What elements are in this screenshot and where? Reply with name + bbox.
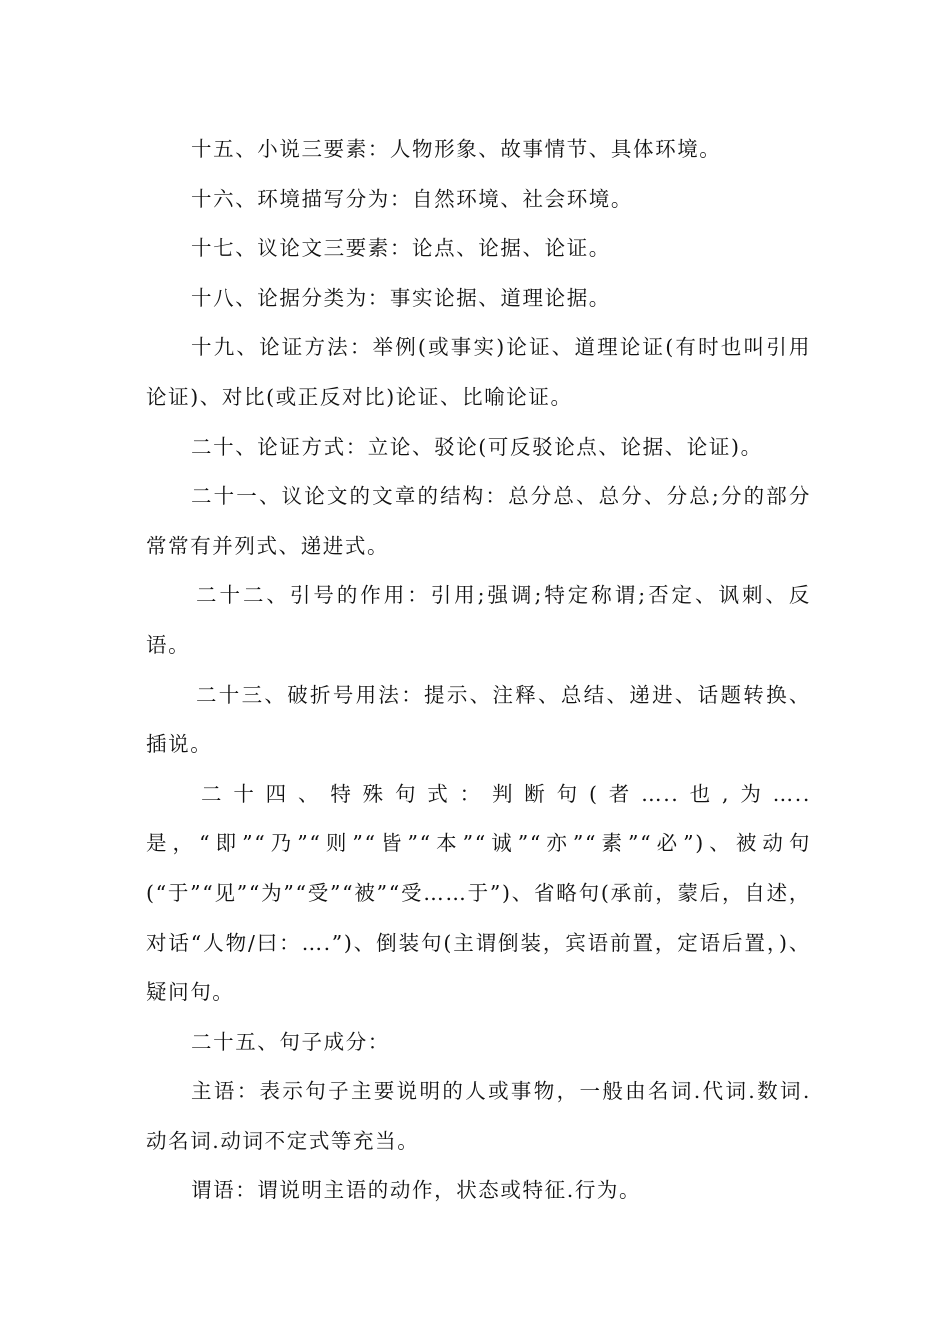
paragraph-19: 十九、论证方法：举例(或事实)论证、道理论证(有时也叫引用论证)、对比(或正反对比)论证、比喻论证。 — [146, 335, 811, 409]
document-body — [146, 125, 811, 1216]
paragraph-18: 十八、论据分类为：事实论据、道理论据。 — [191, 285, 611, 310]
paragraph-16: 十六、环境描写分为：自然环境、社会环境。 — [191, 186, 633, 211]
paragraph-subject: 主语：表示句子主要说明的人或事物，一般由名词.代词.数词.动名词.动词不定式等充当。 — [146, 1079, 811, 1153]
paragraph-predicate: 谓语：谓说明主语的动作，状态或特征.行为。 — [191, 1178, 642, 1203]
paragraph-24: 二十四、特殊句式：判断句(者…..也,为…..是，“即”“乃”“则”“皆”“本”“诚”“亦”“素”“必”)、被动句(“于”“见”“为”“受”“被”“受……于”)、省略句(承前，蒙后，自述，对话“人物/曰：….”)、倒装句(主谓倒装，宾语前置，定语后置，)、疑问句。 — [146, 781, 811, 1005]
paragraph-15: 十五、小说三要素：人物形象、故事情节、具体环境。 — [191, 137, 722, 161]
paragraph-17: 十七、议论文三要素：论点、论据、论证。 — [191, 236, 611, 261]
paragraph-21: 二十一、议论文的文章的结构：总分总、总分、分总;分的部分常常有并列式、递进式。 — [146, 484, 811, 558]
paragraph-23: 二十三、破折号用法：提示、注释、总结、递进、话题转换、插说。 — [146, 682, 811, 757]
paragraph-22: 二十二、引号的作用：引用;强调;特定称谓;否定、讽刺、反语。 — [146, 583, 811, 657]
paragraph-25: 二十五、句子成分： — [191, 1029, 390, 1054]
paragraph-20: 二十、论证方式：立论、驳论(可反驳论点、论据、论证)。 — [191, 434, 763, 459]
